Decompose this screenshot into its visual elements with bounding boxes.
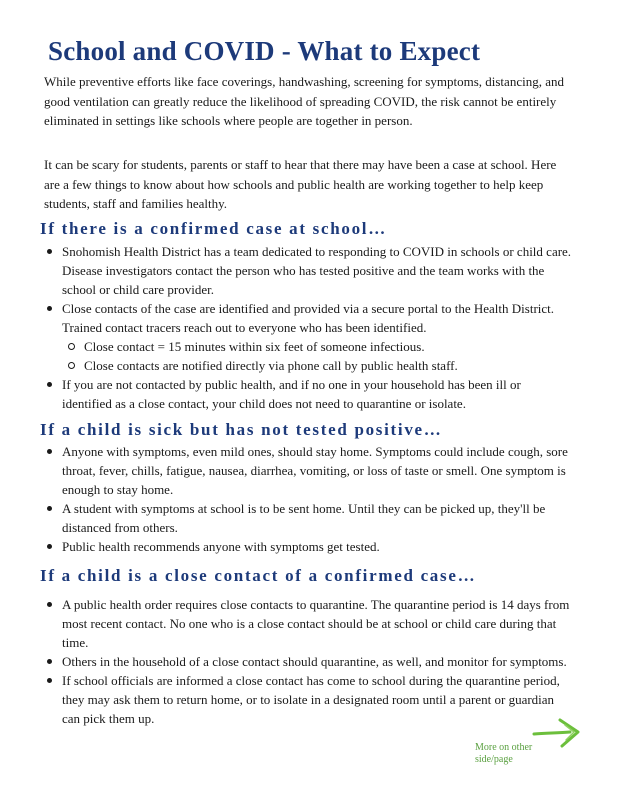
list-item: If school officials are informed a close contact has come to school during the quarantine period, they may ask them to return home, or to isolate in a designated room until a parent or guardian can pick them up. (42, 671, 572, 728)
more-note-line-1: More on other (475, 742, 533, 753)
more-on-other-side-note (475, 742, 532, 766)
close-contact-list (42, 595, 572, 728)
sub-list-item: Close contacts are notified directly via phone call by public health staff. (62, 356, 572, 375)
list-item (42, 242, 572, 299)
confirmed-case-list (42, 242, 572, 413)
close-contact-sublist (62, 337, 572, 375)
list-item-text: Close contacts of the case are identified and provided via a secure portal to the Health District. Trained contact tracers reach out to everyone who has been identified. (62, 301, 555, 335)
list-item-text: If you are not contacted by public health, and if no one in your household has been ill or identified as a close contact, your child does not need to quarantine or isolate. (62, 377, 521, 411)
sick-child-list (42, 442, 572, 556)
section-heading-close-contact: If a child is a close contact of a confirmed case… (40, 566, 477, 585)
section-heading-sick-child: If a child is sick but has not tested positive… (40, 420, 443, 439)
page-title: School and COVID - What to Expect (48, 36, 481, 66)
list-item (42, 375, 572, 413)
arrow-right-icon (532, 716, 584, 750)
list-item: Public health recommends anyone with symptoms get tested. (42, 537, 572, 556)
list-item: A public health order requires close contacts to quarantine. The quarantine period is 14 days from most recent contact. No one who is a close contact should be at school or child care during that time. (42, 595, 572, 652)
list-item: A student with symptoms at school is to be sent home. Until they can be picked up, they'll be distanced from others. (42, 499, 572, 537)
intro-paragraph-2: It can be scary for students, parents or staff to hear that there may have been a case at school. Here are a few things to know about how schools and public health are working together to help keep students, staff and families healthy. (44, 157, 557, 211)
list-item-text: Snohomish Health District has a team dedicated to responding to COVID in schools or child care. Disease investigators contact the person who has tested positive and the team works with the school or child care provider. (62, 244, 572, 297)
intro-paragraph-1: While preventive efforts like face coverings, handwashing, screening for symptoms, distancing, and good ventilation can greatly reduce the likelihood of spreading COVID, the risk cannot be entirely eliminated in settings like schools where people are together in person. (44, 74, 564, 128)
list-item (42, 299, 572, 375)
sub-list-item: Close contact = 15 minutes within six feet of someone infectious. (62, 337, 572, 356)
list-item: Anyone with symptoms, even mild ones, should stay home. Symptoms could include cough, sore throat, fever, chills, fatigue, nausea, diarrhea, vomiting, or loss of taste or smell. One symptom is enough to stay home. (42, 442, 572, 499)
more-note-line-2: side/page (475, 754, 513, 765)
section-heading-confirmed-case: If there is a confirmed case at school… (40, 219, 387, 238)
list-item: Others in the household of a close contact should quarantine, as well, and monitor for symptoms. (42, 652, 572, 671)
